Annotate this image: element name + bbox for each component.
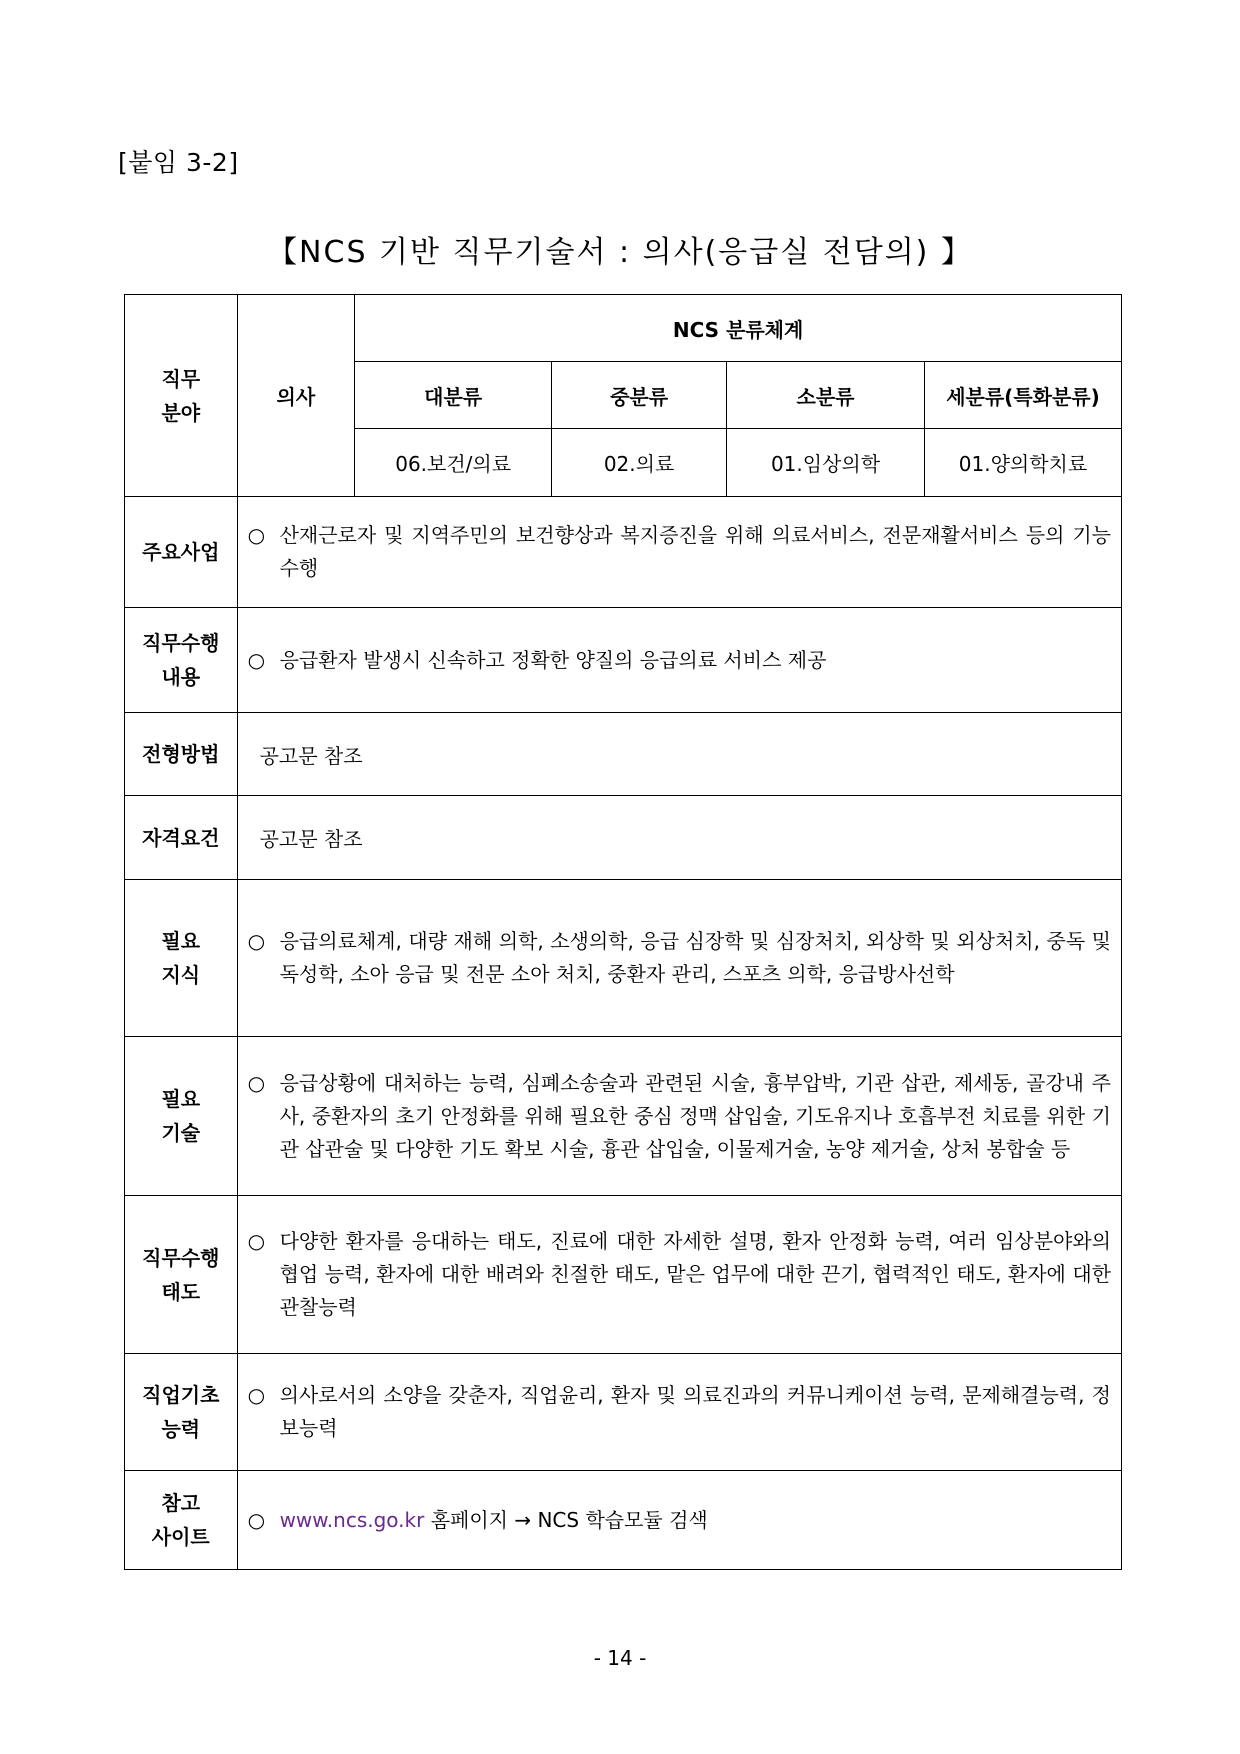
row-text: 응급상황에 대처하는 능력, 심폐소송술과 관련된 시술, 흉부압박, 기관 삽관, 제세동, 골강내 주사, 중환자의 초기 안정화를 위해 필요한 중심 정맥 삽입술, 기도유지나 호흡부전 치료를 위한 기관 삽관술 및 다양한 기도 확보 시술, 흉관 삽입술, 이물제거술, 농양 제거술, 상처 봉합술 등 — [279, 1070, 1111, 1161]
val-detail: 01.양의학치료 — [924, 429, 1121, 497]
row-reference-site — [125, 1471, 1122, 1570]
ncs-website-link[interactable]: www.ncs.go.kr — [279, 1507, 425, 1532]
bullet-icon: ○ — [247, 523, 266, 547]
row-label: 필요 지식 — [125, 880, 238, 1037]
row-text: 응급의료체계, 대량 재해 의학, 소생의학, 응급 심장학 및 심장처치, 외상학 및 외상처치, 중독 및 독성학, 소아 응급 및 전문 소아 처치, 중환자 관리, 스포츠 의학, 응급방사선학 — [279, 929, 1111, 986]
reference-text: 홈페이지 → NCS 학습모듈 검색 — [424, 1507, 708, 1532]
row-job-attitude — [125, 1196, 1122, 1354]
bullet-icon: ○ — [247, 929, 266, 953]
row-text: 응급환자 발생시 신속하고 정확한 양질의 응급의료 서비스 제공 — [279, 647, 827, 672]
row-label: 필요 기술 — [125, 1037, 238, 1196]
document-title: 【NCS 기반 직무기술서 : 의사(응급실 전담의) 】 — [267, 235, 973, 270]
col-minor: 소분류 — [727, 362, 925, 429]
row-text: 의사로서의 소양을 갖춘자, 직업윤리, 환자 및 의료진과의 커뮤니케이션 능력, 문제해결능력, 정보능력 — [279, 1383, 1111, 1440]
row-required-knowledge — [125, 880, 1122, 1037]
job-field-label: 직무 분야 — [125, 295, 238, 497]
ncs-system-header: NCS 분류체계 — [355, 295, 1122, 362]
row-label: 참고 사이트 — [125, 1471, 238, 1570]
row-text: 다양한 환자를 응대하는 태도, 진료에 대한 자세한 설명, 환자 안정화 능력, 여러 임상분야와의 협업 능력, 환자에 대한 배려와 친절한 태도, 맡은 업무에 대한 끈기, 협력적인 태도, 환자에 대한 관찰능력 — [279, 1229, 1111, 1319]
job-field-value: 의사 — [237, 295, 355, 497]
row-label: 주요사업 — [125, 497, 238, 608]
row-required-skills — [125, 1037, 1122, 1196]
row-label: 직무수행 내용 — [125, 608, 238, 713]
page-number: - 14 - — [593, 1646, 647, 1670]
row-label: 직업기초 능력 — [125, 1354, 238, 1471]
val-middle: 02.의료 — [552, 429, 727, 497]
bullet-icon: ○ — [247, 1507, 266, 1532]
row-text: 산재근로자 및 지역주민의 보건향상과 복지증진을 위해 의료서비스, 전문재활서비스 등의 기능 수행 — [279, 523, 1111, 580]
bullet-icon: ○ — [247, 647, 266, 672]
col-major: 대분류 — [355, 362, 552, 429]
bullet-icon: ○ — [247, 1070, 266, 1095]
val-minor: 01.임상의학 — [727, 429, 925, 497]
bullet-icon: ○ — [247, 1229, 266, 1253]
row-job-content — [125, 608, 1122, 713]
row-label: 전형방법 — [125, 713, 238, 796]
row-label: 자격요건 — [125, 796, 238, 880]
row-qualification — [125, 796, 1122, 880]
row-main-business — [125, 497, 1122, 608]
bullet-icon: ○ — [247, 1383, 266, 1407]
col-middle: 중분류 — [552, 362, 727, 429]
attachment-label: [붙임 3-2] — [118, 148, 239, 177]
job-description-table — [124, 294, 1122, 1570]
row-text: 공고문 참조 — [237, 713, 1121, 796]
col-detail: 세분류(특화분류) — [924, 362, 1121, 429]
row-label: 직무수행 태도 — [125, 1196, 238, 1354]
val-major: 06.보건/의료 — [355, 429, 552, 497]
row-selection-method — [125, 713, 1122, 796]
row-text: 공고문 참조 — [237, 796, 1121, 880]
row-basic-competency — [125, 1354, 1122, 1471]
